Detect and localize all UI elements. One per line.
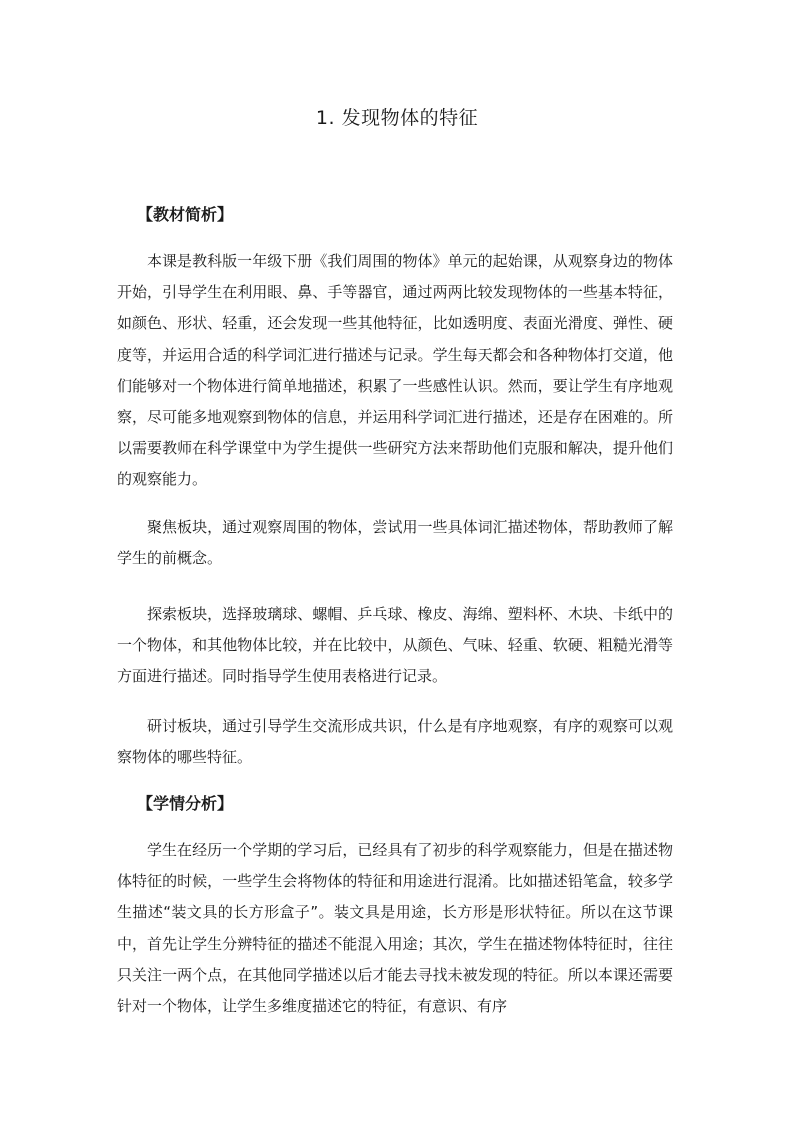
section-heading-learner-analysis: 【学情分析】 <box>137 794 234 813</box>
paragraph-discuss-module: 研讨板块，通过引导学生交流形成共识，什么是有序地观察，有序的观察可以观察物体的哪些特征。 <box>117 717 673 767</box>
section-heading-textbook-analysis: 【教材简析】 <box>137 205 234 224</box>
paragraph-explore-module: 探索板块，选择玻璃球、螺帽、乒乓球、橡皮、海绵、塑料杯、木块、卡纸中的一个物体，和其他物体比较，并在比较中，从颜色、气味、轻重、软硬、粗糙光滑等方面进行描述。同时指导学生使用表格进行记录。 <box>117 605 673 686</box>
paragraph-focus-module: 聚焦板块，通过观察周围的物体，尝试用一些具体词汇描述物体，帮助教师了解学生的前概念。 <box>117 518 673 568</box>
document-title: 1. 发现物体的特征 <box>315 107 479 129</box>
paragraph-learner-analysis: 学生在经历一个学期的学习后，已经具有了初步的科学观察能力，但是在描述物体特征的时候，一些学生会将物体的特征和用途进行混淆。比如描述铅笔盒，较多学生描述“装文具的长方形盒子”。装文具是用途，长方形是形状特征。所以在这节课中，首先让学生分辨特征的描述不能混入用途；其次，学生在描述物体特征时，往往只关注一两个点，在其他同学描述以后才能去寻找未被发现的特征。所以本课还需要针对一个物体，让学生多维度描述它的特征，有意识、有序 <box>117 841 673 1016</box>
paragraph-textbook-overview: 本课是教科版一年级下册《我们周围的物体》单元的起始课，从观察身边的物体开始，引导学生在利用眼、鼻、手等器官，通过两两比较发现物体的一些基本特征，如颜色、形状、轻重，还会发现一些其他特征，比如透明度、表面光滑度、弹性、硬度等，并运用合适的科学词汇进行描述与记录。学生每天都会和各种物体打交道，他们能够对一个物体进行简单地描述，积累了一些感性认识。然而，要让学生有序地观察，尽可能多地观察到物体的信息，并运用科学词汇进行描述，还是存在困难的。所以需要教师在科学课堂中为学生提供一些研究方法来帮助他们克服和解决，提升他们的观察能力。 <box>117 252 673 489</box>
